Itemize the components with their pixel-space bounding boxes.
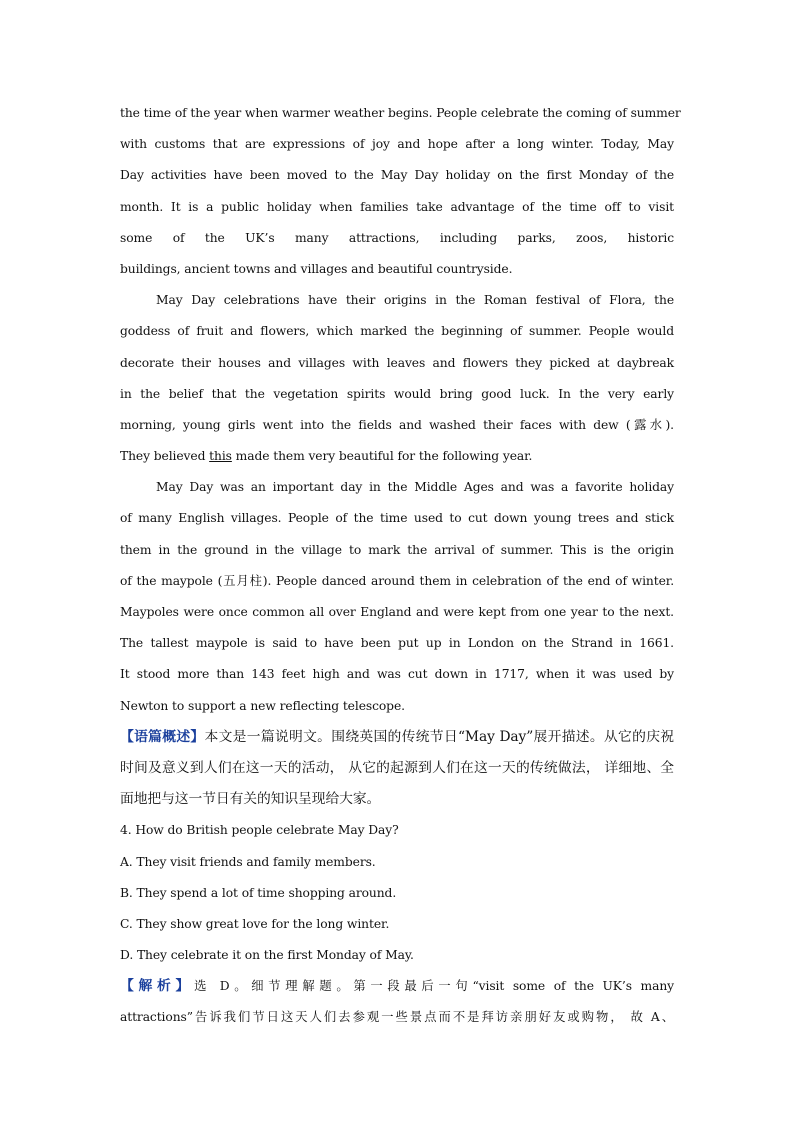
- passage-line: Newton to support a new reflecting telescope.: [120, 698, 405, 713]
- passage-line: with customs that are expressions of joy and hope after a long winter. Today, May: [120, 137, 674, 152]
- text-run: made them very beautiful for the following year.: [231, 449, 533, 464]
- passage-line: goddess of fruit and flowers, which marked the beginning of summer. People would: [120, 324, 674, 339]
- answer-option: D. They celebrate it on the first Monday of May.: [120, 948, 414, 963]
- summary-line: 时间及意义到人们在这一天的活动， 从它的起源到人们在这一天的传统做法， 详细地、全: [120, 759, 674, 776]
- passage-line: [120, 441, 674, 472]
- passage-line: The tallest maypole is said to have been put up in London on the Strand in 1661.: [120, 636, 674, 651]
- passage-line: decorate their houses and villages with leaves and flowers they picked at daybreak: [120, 355, 674, 370]
- summary-line: [120, 722, 674, 753]
- passage-line: buildings, ancient towns and villages and beautiful countryside.: [120, 261, 513, 276]
- summary-tag: 【语篇概述】: [120, 728, 205, 745]
- analysis-line: attractions”告诉我们节日这天人们去参观一些景点而不是拜访亲朋好友或购物， 故 A、: [120, 1010, 674, 1025]
- passage-line: some of the UK’s many attractions, including parks, zoos, historic: [120, 230, 674, 245]
- passage-line: It stood more than 143 feet high and was cut down in 1717, when it was used by: [120, 667, 674, 682]
- passage-line: of many English villages. People of the time used to cut down young trees and stick: [120, 511, 674, 526]
- text-run: They believed: [120, 449, 210, 464]
- analysis-text: 选 D。细节理解题。第一段最后一句“visit some of the UK’s many: [194, 979, 674, 994]
- answer-option: C. They show great love for the long winter.: [120, 916, 390, 931]
- answer-option: A. They visit friends and family members.: [120, 854, 376, 869]
- underlined-word: this: [209, 449, 232, 464]
- passage-line: them in the ground in the village to mark the arrival of summer. This is the origin: [120, 542, 674, 557]
- passage-line: the time of the year when warmer weather begins. People celebrate the coming of summer: [120, 106, 681, 120]
- summary-text: 本文是一篇说明文。围绕英国的传统节日“May Day”展开描述。从它的庆祝: [204, 728, 674, 745]
- passage-line: morning, young girls went into the fields and washed their faces with dew (露水).: [120, 417, 674, 432]
- passage-line: Maypoles were once common all over England and were kept from one year to the next.: [120, 605, 674, 619]
- answer-option: B. They spend a lot of time shopping around.: [120, 885, 397, 900]
- summary-line: 面地把与这一节日有关的知识呈现给大家。: [120, 791, 381, 808]
- page-content: [120, 98, 681, 1034]
- question-stem: 4. How do British people celebrate May Day?: [120, 823, 399, 838]
- passage-line: in the belief that the vegetation spirits would bring good luck. In the very early: [120, 386, 674, 401]
- passage-line: May Day celebrations have their origins in the Roman festival of Flora, the: [156, 293, 674, 308]
- passage-line: of the maypole (五月柱). People danced around them in celebration of the end of winter.: [120, 573, 675, 588]
- analysis-tag: 【解析】: [120, 978, 195, 995]
- passage-line: month. It is a public holiday when families take advantage of the time off to visit: [120, 199, 674, 214]
- passage-line: Day activities have been moved to the May Day holiday on the first Monday of the: [120, 168, 674, 183]
- passage-line: May Day was an important day in the Middle Ages and was a favorite holiday: [156, 480, 674, 495]
- analysis-line: [120, 971, 674, 1002]
